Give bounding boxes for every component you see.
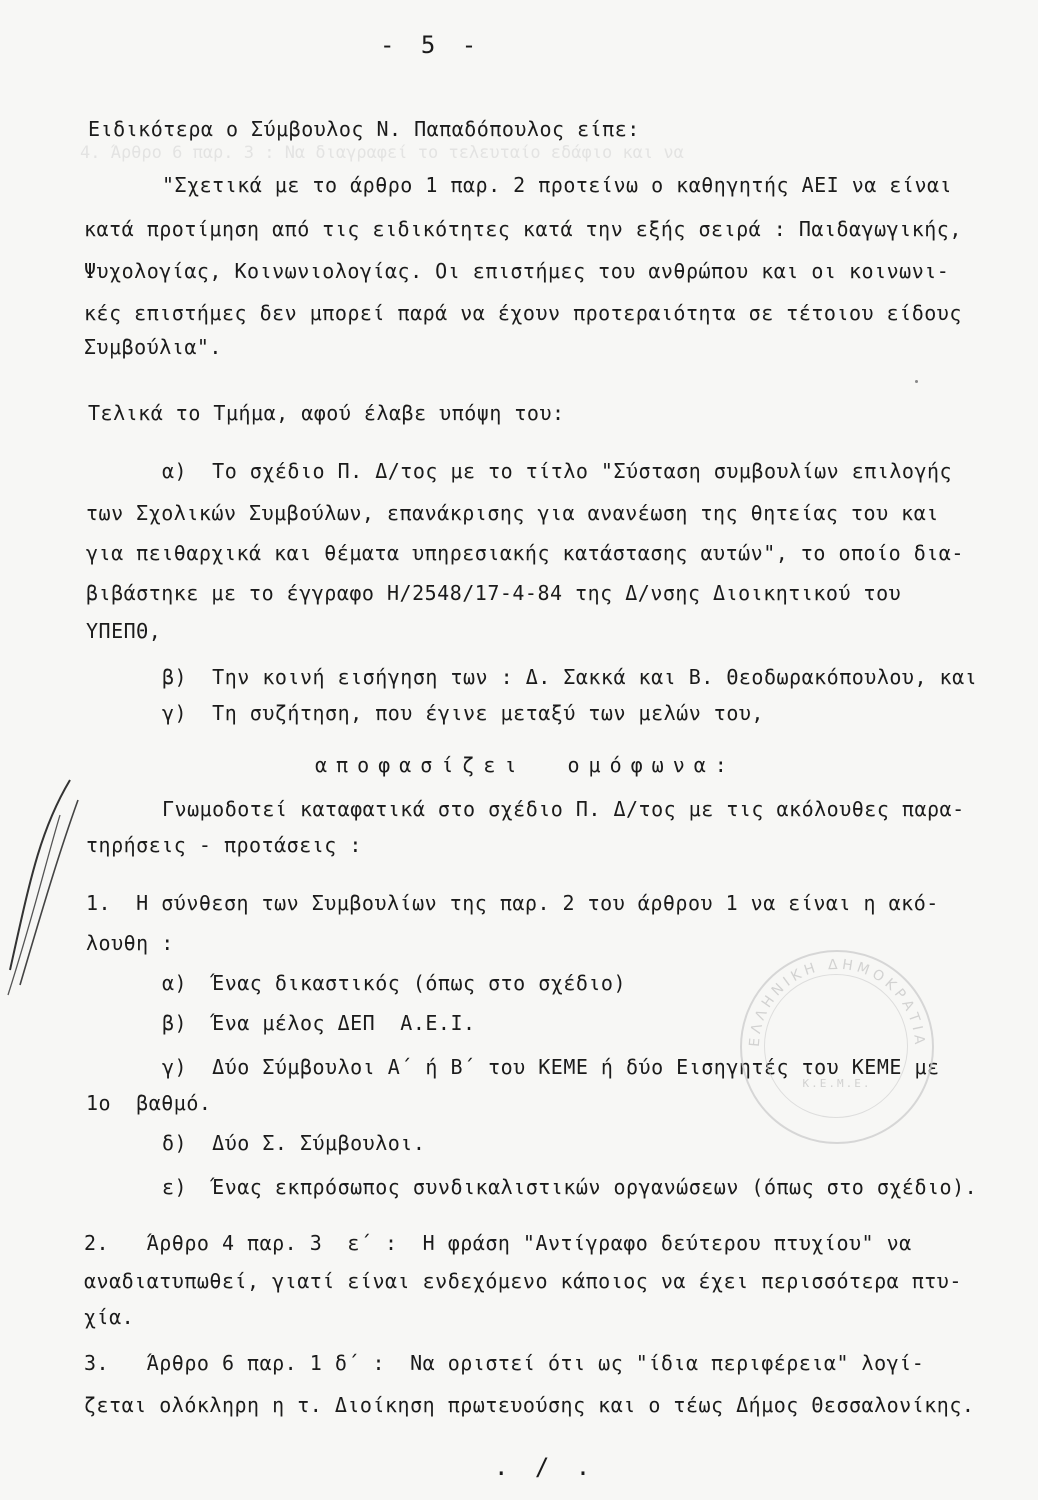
text-line-25: ε) Ένας εκπρόσωπος συνδικαλιστικών οργανώσεων (όπως στο σχέδιο). xyxy=(162,1175,978,1199)
text-line-11: βιβάστηκε με το έγγραφο Η/2548/17-4-84 της Δ/νσης Διοικητικού του xyxy=(86,581,902,605)
text-line-18: 1. Η σύνθεση των Συμβουλίων της παρ. 2 του άρθρου 1 να είναι η ακό- xyxy=(86,891,939,915)
text-line-13: β) Την κοινή εισήγηση των : Δ. Σακκά και Β. Θεοδωρακόπουλου, και xyxy=(162,665,978,689)
text-line-14: γ) Τη συζήτηση, που έγινε μεταξύ των μελών του, xyxy=(162,701,764,725)
text-line-12: ΥΠΕΠΘ, xyxy=(86,619,162,643)
text-line-19: λουθη : xyxy=(86,931,174,955)
text-line-26: 2. Άρθρο 4 παρ. 3 ε΄ : Η φράση "Αντίγραφο δεύτερου πτυχίου" να xyxy=(84,1231,912,1255)
text-line-30: ζεται ολόκληρη η τ. Διοίκηση πρωτευούσης και ο τέως Δήμος Θεσσαλονίκης. xyxy=(84,1393,975,1417)
svg-text:ΕΛΛΗΝΙΚΗ ΔΗΜΟΚΡΑΤΙΑ: ΕΛΛΗΝΙΚΗ ΔΗΜΟΚΡΑΤΙΑ xyxy=(746,956,928,1049)
text-line-10: για πειθαρχικά και θέματα υπηρεσιακής κατάστασης αυτών", το οποίο δια- xyxy=(86,541,964,565)
text-line-8: α) Το σχέδιο Π. Δ/τος με το τίτλο "Σύσταση συμβουλίων επιλογής xyxy=(162,459,953,483)
bleed-through-text: 4. Άρθρο 6 παρ. 3 : Να διαγραφεί το τελευταίο εδάφιο και να xyxy=(80,143,684,163)
text-line-2: "Σχετικά με το άρθρο 1 παρ. 2 προτείνω ο καθηγητής ΑΕΙ να είναι xyxy=(162,173,953,197)
text-line-1: Ειδικότερα ο Σύμβουλος Ν. Παπαδόπουλος είπε: xyxy=(88,117,640,141)
decision-heading: αποφασίζει ομόφωνα: xyxy=(315,753,736,777)
text-line-9: των Σχολικών Συμβούλων, επανάκρισης για ανανέωση της θητείας του και xyxy=(86,501,939,525)
text-line-6: Συμβούλια". xyxy=(84,335,222,359)
stamp-center-text: Κ.Ε.Μ.Ε. xyxy=(802,1077,872,1090)
text-line-29: 3. Άρθρο 6 παρ. 1 δ΄ : Να οριστεί ότι ως "ίδια περιφέρεια" λογί- xyxy=(84,1351,925,1375)
text-line-28: χία. xyxy=(84,1305,135,1329)
text-line-22: γ) Δύο Σύμβουλοι Α΄ ή Β΄ του ΚΕΜΕ ή δύο Εισηγητές του ΚΕΜΕ με xyxy=(162,1055,940,1079)
text-line-3: κατά προτίμηση από τις ειδικότητες κατά την εξής σειρά : Παιδαγωγικής, xyxy=(84,217,962,241)
official-stamp xyxy=(740,950,934,1144)
continuation-mark: . / . xyxy=(494,1453,597,1481)
text-line-16: Γνωμοδοτεί καταφατικά στο σχέδιο Π. Δ/τος με τις ακόλουθες παρα- xyxy=(162,797,965,821)
text-line-21: β) Ένα μέλος ΔΕΠ Α.Ε.Ι. xyxy=(162,1011,476,1035)
text-line-5: κές επιστήμες δεν μπορεί παρά να έχουν προτεραιότητα σε τέτοιου είδους xyxy=(84,301,962,325)
page-number: - 5 - xyxy=(380,31,483,59)
text-line-27: αναδιατυπωθεί, γιατί είναι ενδεχόμενο κάποιος να έχει περισσότερα πτυ- xyxy=(84,1269,962,1293)
text-line-4: Ψυχολογίας, Κοινωνιολογίας. Οι επιστήμες του ανθρώπου και οι κοινωνι- xyxy=(84,259,950,283)
text-line-7: Τελικά το Τμήμα, αφού έλαβε υπόψη του: xyxy=(88,401,565,425)
speck xyxy=(915,380,918,383)
text-line-23: 1ο βαθμό. xyxy=(86,1091,212,1115)
stamp-ring-text xyxy=(742,952,932,1142)
margin-handwritten-mark xyxy=(0,770,90,1010)
text-line-20: α) Ένας δικαστικός (όπως στο σχέδιο) xyxy=(162,971,627,995)
text-line-17: τηρήσεις - προτάσεις : xyxy=(86,833,362,857)
text-line-24: δ) Δύο Σ. Σύμβουλοι. xyxy=(162,1131,426,1155)
